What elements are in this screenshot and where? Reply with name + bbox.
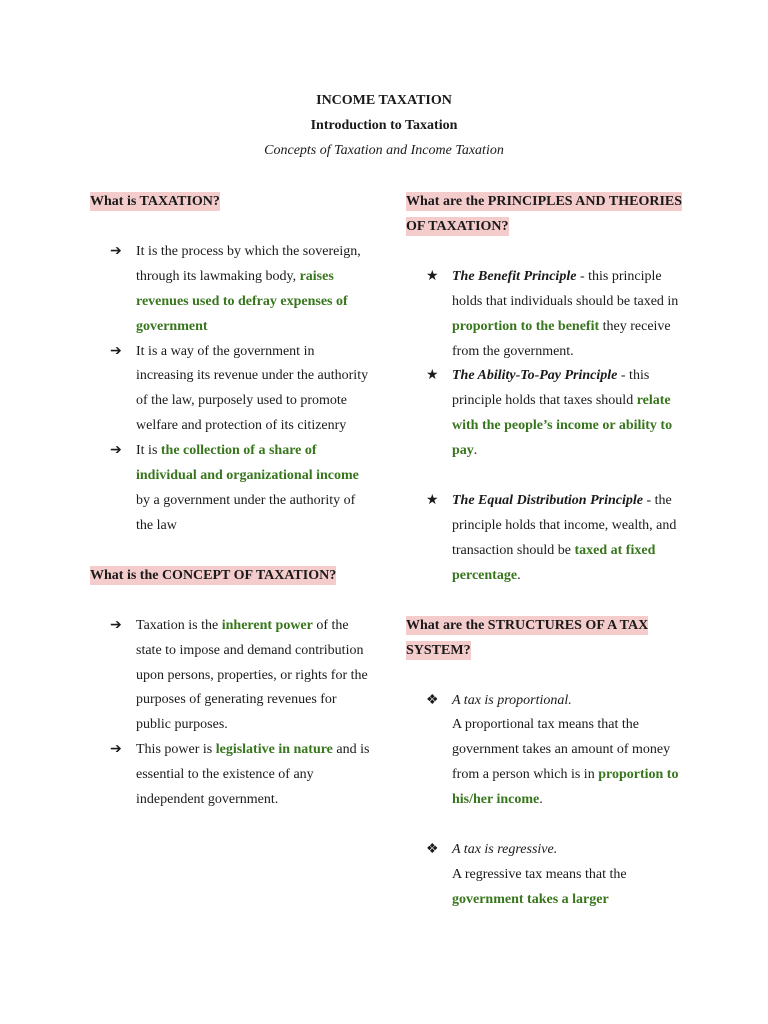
arrow-bullet-icon: ➔ [110, 742, 122, 758]
arrow-bullet-icon: ➔ [110, 617, 122, 633]
question-structures-of-tax-system: What are the STRUCTURES OF A TAX SYSTEM? [406, 617, 649, 658]
list-item: ★ The Equal Distribution Principle - the principle holds that income, wealth, and transaction should be taxed at fixed percentage. [406, 489, 686, 589]
question-what-is-taxation: What is TAXATION? [90, 194, 220, 209]
arrow-bullet-icon: ➔ [110, 443, 122, 459]
taxation-definition-list [90, 240, 370, 539]
concept-list [90, 614, 370, 813]
list-item: ❖ A tax is proportional. A proportional tax means that the government takes an amount of money from a person which is in proportion to his/her income. [406, 689, 686, 814]
diamond-bullet-icon: ❖ [426, 842, 439, 858]
list-item: ➔ This power is legislative in nature and is essential to the existence of any independent government. [90, 738, 370, 813]
left-column [90, 190, 370, 813]
diamond-bullet-icon: ❖ [426, 692, 439, 708]
question-concept-of-taxation: What is the CONCEPT OF TAXATION? [90, 567, 337, 583]
list-item: ★ The Benefit Principle - this principle holds that individuals should be taxed in proportion to the benefit they receive from the government. [406, 265, 686, 365]
structures-list [406, 689, 686, 913]
list-item: ★ The Ability-To-Pay Principle - this principle holds that taxes should relate with the people’s income or ability to pay. [406, 364, 686, 464]
list-item: ➔ It is the collection of a share of individual and organizational income by a government under the authority of the law [90, 439, 370, 539]
arrow-bullet-icon: ➔ [110, 343, 122, 359]
principles-list [406, 265, 686, 589]
right-column [406, 190, 686, 913]
document-title: INCOME TAXATION [316, 93, 452, 108]
list-item: ➔ It is the process by which the sovereign, through its lawmaking body, raises revenues used to defray expenses of government [90, 240, 370, 340]
list-item: ➔ Taxation is the inherent power of the state to impose and demand contribution upon persons, properties, or rights for the purposes of generating revenues for public purposes. [90, 614, 370, 739]
arrow-bullet-icon: ➔ [110, 243, 122, 259]
star-bullet-icon: ★ [426, 493, 439, 509]
document-tagline: Concepts of Taxation and Income Taxation [264, 143, 504, 158]
list-item: ❖ A tax is regressive. A regressive tax means that the government takes a larger [406, 838, 686, 913]
list-item: ➔ It is a way of the government in increasing its revenue under the authority of the law, purposely used to promote welfare and protection of its citizenry [90, 340, 370, 440]
star-bullet-icon: ★ [426, 368, 439, 384]
document-subtitle: Introduction to Taxation [310, 118, 458, 133]
question-principles-of-taxation: What are the PRINCIPLES AND THEORIES OF TAXATION? [406, 194, 683, 234]
star-bullet-icon: ★ [426, 268, 439, 284]
